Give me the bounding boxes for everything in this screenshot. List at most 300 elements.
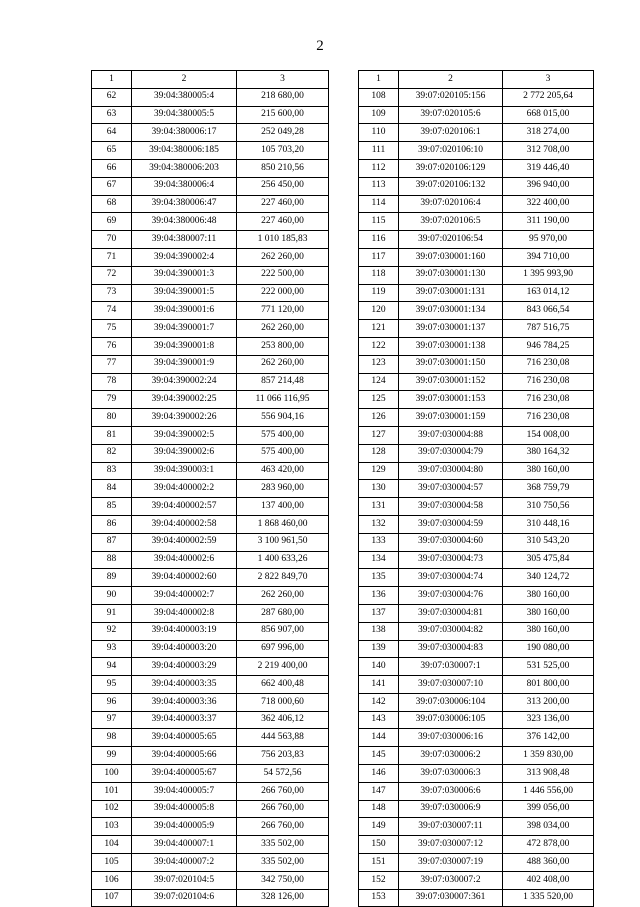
value-cell: 11 066 116,95	[237, 391, 329, 409]
value-cell: 95 970,00	[503, 231, 594, 249]
value-cell: 801 800,00	[503, 676, 594, 694]
table-row	[92, 604, 329, 622]
cadastral-number-cell: 39:04:390001:7	[132, 320, 237, 338]
cadastral-number-cell: 39:04:390001:3	[132, 266, 237, 284]
table-row	[92, 676, 329, 694]
value-cell: 380 160,00	[503, 622, 594, 640]
row-number-cell: 94	[92, 658, 132, 676]
cadastral-number-cell: 39:07:030004:59	[399, 515, 503, 533]
row-number-cell: 113	[359, 177, 399, 195]
value-cell: 1 868 460,00	[237, 515, 329, 533]
cadastral-number-cell: 39:07:030004:81	[399, 604, 503, 622]
row-number-cell: 81	[92, 426, 132, 444]
cadastral-number-cell: 39:04:380006:4	[132, 177, 237, 195]
row-number-cell: 89	[92, 569, 132, 587]
cadastral-number-cell: 39:04:400003:19	[132, 622, 237, 640]
table-row	[92, 231, 329, 249]
cadastral-number-cell: 39:07:030004:79	[399, 444, 503, 462]
cadastral-table-left	[91, 70, 329, 907]
row-number-cell: 74	[92, 302, 132, 320]
cadastral-number-cell: 39:07:030001:138	[399, 337, 503, 355]
row-number-cell: 151	[359, 854, 399, 872]
value-cell: 1 400 633,26	[237, 551, 329, 569]
cadastral-number-cell: 39:04:400002:7	[132, 587, 237, 605]
table-row	[92, 854, 329, 872]
table-row	[359, 889, 594, 907]
cadastral-number-cell: 39:07:030004:74	[399, 569, 503, 587]
table-row	[359, 159, 594, 177]
cadastral-number-cell: 39:04:390001:8	[132, 337, 237, 355]
row-number-cell: 77	[92, 355, 132, 373]
value-cell: 488 360,00	[503, 854, 594, 872]
row-number-cell: 131	[359, 498, 399, 516]
table-row	[359, 337, 594, 355]
cadastral-number-cell: 39:07:030007:1	[399, 658, 503, 676]
table-row	[359, 231, 594, 249]
table-row	[92, 551, 329, 569]
value-cell: 2 219 400,00	[237, 658, 329, 676]
value-cell: 946 784,25	[503, 337, 594, 355]
cadastral-number-cell: 39:07:020106:5	[399, 213, 503, 231]
row-number-cell: 129	[359, 462, 399, 480]
cadastral-number-cell: 39:04:390001:6	[132, 302, 237, 320]
table-row	[92, 373, 329, 391]
cadastral-number-cell: 39:07:020106:129	[399, 159, 503, 177]
value-cell: 310 448,16	[503, 515, 594, 533]
value-cell: 105 703,20	[237, 142, 329, 160]
row-number-cell: 64	[92, 124, 132, 142]
cadastral-number-cell: 39:07:030006:9	[399, 800, 503, 818]
row-number-cell: 67	[92, 177, 132, 195]
value-cell: 716 230,08	[503, 409, 594, 427]
cadastral-number-cell: 39:07:020106:54	[399, 231, 503, 249]
row-number-cell: 82	[92, 444, 132, 462]
value-cell: 227 460,00	[237, 195, 329, 213]
row-number-cell: 105	[92, 854, 132, 872]
row-number-cell: 143	[359, 711, 399, 729]
header-col-1: 1	[359, 71, 399, 89]
table-row	[92, 195, 329, 213]
cadastral-number-cell: 39:04:390002:4	[132, 248, 237, 266]
value-cell: 1 446 556,00	[503, 782, 594, 800]
cadastral-number-cell: 39:07:030001:150	[399, 355, 503, 373]
value-cell: 668 015,00	[503, 106, 594, 124]
cadastral-number-cell: 39:07:030004:88	[399, 426, 503, 444]
row-number-cell: 116	[359, 231, 399, 249]
table-row	[92, 587, 329, 605]
row-number-cell: 128	[359, 444, 399, 462]
value-cell: 287 680,00	[237, 604, 329, 622]
value-cell: 575 400,00	[237, 426, 329, 444]
row-number-cell: 98	[92, 729, 132, 747]
table-row	[92, 782, 329, 800]
cadastral-number-cell: 39:07:030001:130	[399, 266, 503, 284]
table-row	[359, 658, 594, 676]
value-cell: 137 400,00	[237, 498, 329, 516]
table-row	[92, 266, 329, 284]
value-cell: 262 260,00	[237, 587, 329, 605]
value-cell: 253 800,00	[237, 337, 329, 355]
row-number-cell: 79	[92, 391, 132, 409]
table-row	[92, 426, 329, 444]
value-cell: 342 750,00	[237, 871, 329, 889]
cadastral-number-cell: 39:07:030007:19	[399, 854, 503, 872]
row-number-cell: 117	[359, 248, 399, 266]
row-number-cell: 68	[92, 195, 132, 213]
cadastral-number-cell: 39:04:400003:35	[132, 676, 237, 694]
row-number-cell: 145	[359, 747, 399, 765]
table-row	[359, 515, 594, 533]
value-cell: 266 760,00	[237, 800, 329, 818]
row-number-cell: 63	[92, 106, 132, 124]
table-row	[359, 640, 594, 658]
table-row	[359, 426, 594, 444]
cadastral-number-cell: 39:04:400003:36	[132, 693, 237, 711]
table-row	[359, 676, 594, 694]
row-number-cell: 134	[359, 551, 399, 569]
table-row	[92, 124, 329, 142]
value-cell: 335 502,00	[237, 836, 329, 854]
cadastral-number-cell: 39:04:400002:57	[132, 498, 237, 516]
row-number-cell: 153	[359, 889, 399, 907]
value-cell: 856 907,00	[237, 622, 329, 640]
cadastral-number-cell: 39:07:020106:10	[399, 142, 503, 160]
cadastral-number-cell: 39:07:020106:1	[399, 124, 503, 142]
header-col-2: 2	[132, 71, 237, 89]
table-row	[359, 569, 594, 587]
table-row	[359, 533, 594, 551]
row-number-cell: 91	[92, 604, 132, 622]
table-row	[92, 569, 329, 587]
cadastral-number-cell: 39:04:380006:17	[132, 124, 237, 142]
cadastral-number-cell: 39:04:400003:29	[132, 658, 237, 676]
value-cell: 531 525,00	[503, 658, 594, 676]
row-number-cell: 93	[92, 640, 132, 658]
value-cell: 322 400,00	[503, 195, 594, 213]
header-col-3: 3	[503, 71, 594, 89]
row-number-cell: 86	[92, 515, 132, 533]
cadastral-number-cell: 39:04:380006:47	[132, 195, 237, 213]
table-header-row	[92, 71, 329, 89]
value-cell: 318 274,00	[503, 124, 594, 142]
cadastral-number-cell: 39:07:020105:156	[399, 88, 503, 106]
row-number-cell: 122	[359, 337, 399, 355]
table-row	[92, 498, 329, 516]
header-col-3: 3	[237, 71, 329, 89]
row-number-cell: 78	[92, 373, 132, 391]
row-number-cell: 101	[92, 782, 132, 800]
value-cell: 463 420,00	[237, 462, 329, 480]
table-row	[92, 729, 329, 747]
table-row	[359, 284, 594, 302]
table-row	[92, 836, 329, 854]
value-cell: 396 940,00	[503, 177, 594, 195]
row-number-cell: 149	[359, 818, 399, 836]
cadastral-number-cell: 39:07:030006:2	[399, 747, 503, 765]
table-row	[359, 248, 594, 266]
cadastral-number-cell: 39:07:030001:160	[399, 248, 503, 266]
value-cell: 310 750,56	[503, 498, 594, 516]
row-number-cell: 142	[359, 693, 399, 711]
row-number-cell: 87	[92, 533, 132, 551]
row-number-cell: 138	[359, 622, 399, 640]
cadastral-number-cell: 39:04:380006:48	[132, 213, 237, 231]
value-cell: 362 406,12	[237, 711, 329, 729]
table-row	[359, 462, 594, 480]
row-number-cell: 62	[92, 88, 132, 106]
cadastral-number-cell: 39:07:030006:3	[399, 765, 503, 783]
table-row	[359, 106, 594, 124]
cadastral-number-cell: 39:04:400002:59	[132, 533, 237, 551]
value-cell: 262 260,00	[237, 355, 329, 373]
row-number-cell: 126	[359, 409, 399, 427]
table-row	[359, 213, 594, 231]
table-row	[359, 124, 594, 142]
table-row	[359, 604, 594, 622]
table-row	[359, 800, 594, 818]
row-number-cell: 135	[359, 569, 399, 587]
table-row	[359, 782, 594, 800]
value-cell: 215 600,00	[237, 106, 329, 124]
row-number-cell: 97	[92, 711, 132, 729]
table-row	[359, 320, 594, 338]
row-number-cell: 114	[359, 195, 399, 213]
table-row	[359, 177, 594, 195]
cadastral-number-cell: 39:07:030004:60	[399, 533, 503, 551]
value-cell: 380 164,32	[503, 444, 594, 462]
row-number-cell: 127	[359, 426, 399, 444]
table-row	[92, 248, 329, 266]
table-row	[92, 409, 329, 427]
row-number-cell: 109	[359, 106, 399, 124]
row-number-cell: 108	[359, 88, 399, 106]
cadastral-number-cell: 39:04:390003:1	[132, 462, 237, 480]
cadastral-number-cell: 39:04:380005:4	[132, 88, 237, 106]
value-cell: 771 120,00	[237, 302, 329, 320]
row-number-cell: 85	[92, 498, 132, 516]
cadastral-number-cell: 39:07:030001:134	[399, 302, 503, 320]
cadastral-number-cell: 39:07:020104:5	[132, 871, 237, 889]
value-cell: 380 160,00	[503, 604, 594, 622]
value-cell: 54 572,56	[237, 765, 329, 783]
row-number-cell: 120	[359, 302, 399, 320]
value-cell: 262 260,00	[237, 320, 329, 338]
row-number-cell: 124	[359, 373, 399, 391]
table-row	[359, 409, 594, 427]
cadastral-number-cell: 39:07:020105:6	[399, 106, 503, 124]
row-number-cell: 75	[92, 320, 132, 338]
value-cell: 283 960,00	[237, 480, 329, 498]
row-number-cell: 132	[359, 515, 399, 533]
value-cell: 556 904,16	[237, 409, 329, 427]
cadastral-number-cell: 39:07:030006:105	[399, 711, 503, 729]
value-cell: 319 446,40	[503, 159, 594, 177]
row-number-cell: 71	[92, 248, 132, 266]
table-row	[92, 177, 329, 195]
cadastral-number-cell: 39:04:390002:6	[132, 444, 237, 462]
value-cell: 787 516,75	[503, 320, 594, 338]
table-row	[92, 800, 329, 818]
cadastral-number-cell: 39:07:030001:137	[399, 320, 503, 338]
table-row	[92, 640, 329, 658]
value-cell: 310 543,20	[503, 533, 594, 551]
cadastral-number-cell: 39:04:400005:7	[132, 782, 237, 800]
row-number-cell: 147	[359, 782, 399, 800]
value-cell: 222 000,00	[237, 284, 329, 302]
cadastral-number-cell: 39:07:030007:10	[399, 676, 503, 694]
table-row	[92, 533, 329, 551]
cadastral-number-cell: 39:04:400005:66	[132, 747, 237, 765]
cadastral-number-cell: 39:04:400002:6	[132, 551, 237, 569]
row-number-cell: 96	[92, 693, 132, 711]
table-row	[92, 142, 329, 160]
value-cell: 716 230,08	[503, 391, 594, 409]
cadastral-number-cell: 39:04:400002:2	[132, 480, 237, 498]
table-row	[359, 302, 594, 320]
cadastral-number-cell: 39:04:380005:5	[132, 106, 237, 124]
value-cell: 380 160,00	[503, 462, 594, 480]
cadastral-number-cell: 39:07:030004:76	[399, 587, 503, 605]
value-cell: 313 908,48	[503, 765, 594, 783]
cadastral-number-cell: 39:07:030004:58	[399, 498, 503, 516]
table-row	[359, 747, 594, 765]
table-row	[92, 355, 329, 373]
value-cell: 2 772 205,64	[503, 88, 594, 106]
value-cell: 380 160,00	[503, 587, 594, 605]
row-number-cell: 100	[92, 765, 132, 783]
value-cell: 256 450,00	[237, 177, 329, 195]
table-row	[92, 320, 329, 338]
value-cell: 3 100 961,50	[237, 533, 329, 551]
value-cell: 266 760,00	[237, 818, 329, 836]
value-cell: 399 056,00	[503, 800, 594, 818]
row-number-cell: 72	[92, 266, 132, 284]
table-row	[92, 106, 329, 124]
table-row	[92, 622, 329, 640]
cadastral-number-cell: 39:04:400003:20	[132, 640, 237, 658]
table-row	[359, 551, 594, 569]
value-cell: 227 460,00	[237, 213, 329, 231]
cadastral-number-cell: 39:07:030004:82	[399, 622, 503, 640]
cadastral-number-cell: 39:04:400007:1	[132, 836, 237, 854]
value-cell: 1 010 185,83	[237, 231, 329, 249]
cadastral-number-cell: 39:04:400005:65	[132, 729, 237, 747]
row-number-cell: 130	[359, 480, 399, 498]
table-row	[359, 266, 594, 284]
value-cell: 305 475,84	[503, 551, 594, 569]
cadastral-number-cell: 39:07:030001:153	[399, 391, 503, 409]
cadastral-number-cell: 39:07:030004:83	[399, 640, 503, 658]
value-cell: 311 190,00	[503, 213, 594, 231]
cadastral-number-cell: 39:04:390001:5	[132, 284, 237, 302]
value-cell: 328 126,00	[237, 889, 329, 907]
row-number-cell: 115	[359, 213, 399, 231]
value-cell: 402 408,00	[503, 871, 594, 889]
value-cell: 718 000,60	[237, 693, 329, 711]
value-cell: 843 066,54	[503, 302, 594, 320]
table-row	[359, 88, 594, 106]
value-cell: 1 359 830,00	[503, 747, 594, 765]
header-col-1: 1	[92, 71, 132, 89]
table-row	[359, 195, 594, 213]
cadastral-number-cell: 39:04:380006:203	[132, 159, 237, 177]
row-number-cell: 133	[359, 533, 399, 551]
table-row	[359, 498, 594, 516]
cadastral-number-cell: 39:07:030007:12	[399, 836, 503, 854]
table-row	[92, 871, 329, 889]
row-number-cell: 106	[92, 871, 132, 889]
value-cell: 222 500,00	[237, 266, 329, 284]
header-col-2: 2	[399, 71, 503, 89]
value-cell: 335 502,00	[237, 854, 329, 872]
table-row	[359, 871, 594, 889]
cadastral-number-cell: 39:07:030004:73	[399, 551, 503, 569]
table-row	[92, 515, 329, 533]
cadastral-number-cell: 39:07:030004:80	[399, 462, 503, 480]
value-cell: 312 708,00	[503, 142, 594, 160]
value-cell: 716 230,08	[503, 373, 594, 391]
row-number-cell: 84	[92, 480, 132, 498]
row-number-cell: 125	[359, 391, 399, 409]
row-number-cell: 76	[92, 337, 132, 355]
row-number-cell: 146	[359, 765, 399, 783]
row-number-cell: 80	[92, 409, 132, 427]
table-row	[92, 213, 329, 231]
table-row	[359, 391, 594, 409]
value-cell: 857 214,48	[237, 373, 329, 391]
value-cell: 266 760,00	[237, 782, 329, 800]
value-cell: 190 080,00	[503, 640, 594, 658]
value-cell: 262 260,00	[237, 248, 329, 266]
value-cell: 398 034,00	[503, 818, 594, 836]
cadastral-number-cell: 39:04:390002:24	[132, 373, 237, 391]
row-number-cell: 102	[92, 800, 132, 818]
cadastral-number-cell: 39:04:400002:8	[132, 604, 237, 622]
table-row	[92, 337, 329, 355]
row-number-cell: 92	[92, 622, 132, 640]
cadastral-number-cell: 39:04:400002:60	[132, 569, 237, 587]
table-row	[92, 765, 329, 783]
cadastral-number-cell: 39:04:400007:2	[132, 854, 237, 872]
value-cell: 313 200,00	[503, 693, 594, 711]
row-number-cell: 112	[359, 159, 399, 177]
row-number-cell: 141	[359, 676, 399, 694]
value-cell: 2 822 849,70	[237, 569, 329, 587]
row-number-cell: 110	[359, 124, 399, 142]
value-cell: 340 124,72	[503, 569, 594, 587]
table-row	[92, 818, 329, 836]
cadastral-number-cell: 39:07:030001:159	[399, 409, 503, 427]
cadastral-number-cell: 39:07:030007:361	[399, 889, 503, 907]
row-number-cell: 66	[92, 159, 132, 177]
table-row	[359, 818, 594, 836]
value-cell: 323 136,00	[503, 711, 594, 729]
row-number-cell: 140	[359, 658, 399, 676]
row-number-cell: 144	[359, 729, 399, 747]
row-number-cell: 104	[92, 836, 132, 854]
table-row	[92, 889, 329, 907]
table-row	[92, 391, 329, 409]
row-number-cell: 118	[359, 266, 399, 284]
cadastral-number-cell: 39:04:380007:11	[132, 231, 237, 249]
cadastral-number-cell: 39:07:030001:131	[399, 284, 503, 302]
table-row	[92, 302, 329, 320]
cadastral-number-cell: 39:04:390002:5	[132, 426, 237, 444]
table-row	[92, 444, 329, 462]
table-row	[92, 159, 329, 177]
table-row	[92, 693, 329, 711]
table-row	[359, 587, 594, 605]
